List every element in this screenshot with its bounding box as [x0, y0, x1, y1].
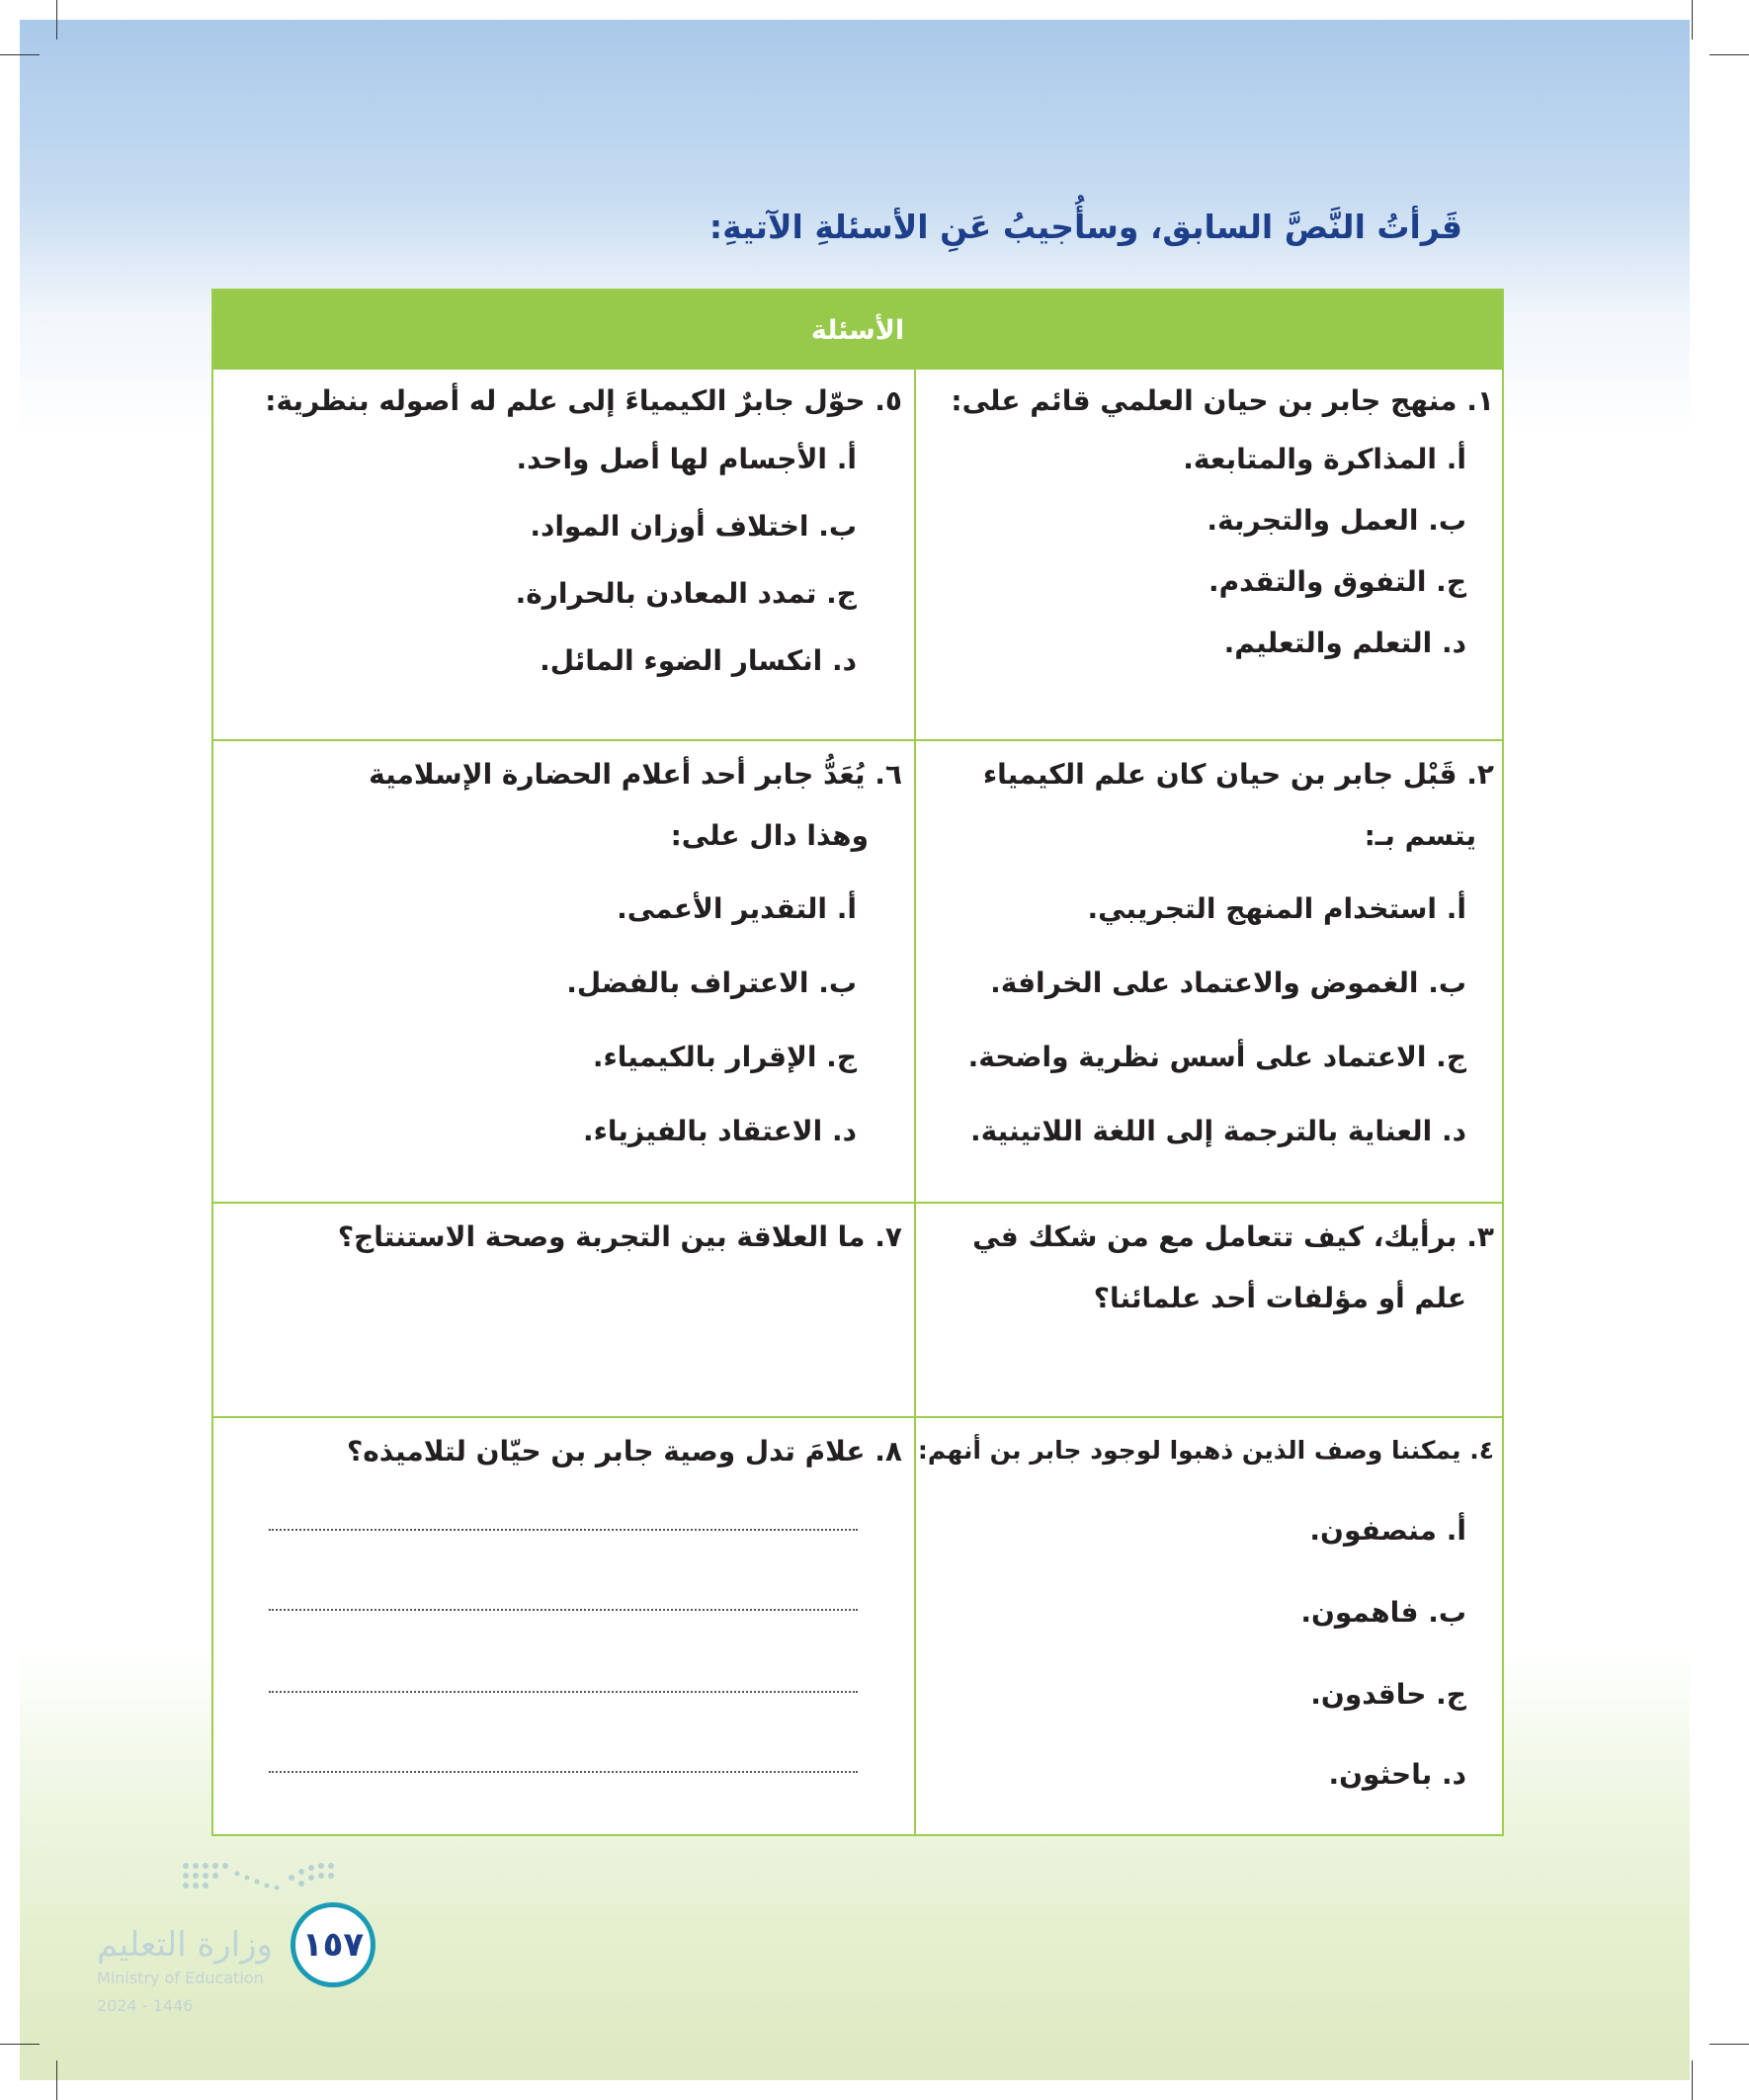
question-text: ٨. علامَ تدل وصية جابر بن حيّان لتلاميذه؟ [347, 1435, 902, 1468]
question-cell-7 [213, 1204, 914, 1416]
answer-option[interactable]: أ. الأجسام لها أصل واحد. [516, 443, 857, 475]
answer-line[interactable] [269, 1691, 858, 1693]
crop-mark [1692, 0, 1693, 40]
answer-option[interactable]: ج. حاقدون. [1310, 1678, 1466, 1711]
answer-option[interactable]: د. العناية بالترجمة إلى اللغة اللاتينية. [970, 1115, 1466, 1147]
answer-line[interactable] [269, 1771, 858, 1773]
crop-mark [56, 2060, 57, 2100]
ministry-year: 2024 - 1446 [97, 1996, 194, 2015]
answer-option[interactable]: ج. الإقرار بالكيمياء. [592, 1041, 857, 1073]
question-text: ١. منهج جابر بن حيان العلمي قائم على: [951, 384, 1494, 417]
answer-option[interactable]: ج. الاعتماد على أسس نظرية واضحة. [967, 1041, 1466, 1073]
answer-option[interactable]: ب. الغموض والاعتماد على الخرافة. [990, 966, 1466, 999]
question-cell-3 [916, 1204, 1504, 1416]
instruction-heading: قَرأتُ النَّصَّ السابق، وسأُجيبُ عَنِ الأسئلةِ الآتيةِ: [708, 208, 1462, 246]
question-text: ٣. برأيك، كيف تتعامل مع من شكك في [972, 1220, 1494, 1253]
crop-mark [0, 54, 40, 55]
crop-mark [1709, 54, 1749, 55]
answer-line[interactable] [269, 1609, 858, 1611]
answer-option[interactable]: ج. تمدد المعادن بالحرارة. [515, 577, 857, 610]
question-text: ٢. قَبْل جابر بن حيان كان علم الكيمياء [982, 758, 1494, 791]
answer-option[interactable]: ب. فاهمون. [1300, 1596, 1466, 1629]
questions-table [211, 289, 1504, 1836]
answer-option[interactable]: أ. استخدام المنهج التجريبي. [1087, 892, 1466, 925]
crop-mark [0, 2044, 40, 2045]
question-text-continued: يتسم بـ: [1364, 819, 1476, 852]
answer-option[interactable]: ب. الاعتراف بالفضل. [566, 966, 857, 999]
answer-line[interactable] [269, 1529, 858, 1531]
crop-mark [1692, 2060, 1693, 2100]
answer-option[interactable]: د. التعلم والتعليم. [1223, 627, 1466, 659]
question-cell-6 [213, 741, 914, 1202]
question-cell-2 [916, 741, 1504, 1202]
question-text: ٤. يمكننا وصف الذين ذهبوا لوجود جابر بن أنهم: [917, 1436, 1494, 1465]
answer-option[interactable]: د. انكسار الضوء المائل. [540, 644, 857, 677]
question-text: ٧. ما العلاقة بين التجربة وصحة الاستنتاج؟ [337, 1220, 902, 1253]
table-header: الأسئلة [213, 291, 1502, 370]
question-cell-8 [213, 1418, 914, 1836]
ministry-logo-icon [178, 1858, 356, 1907]
answer-option[interactable]: أ. المذاكرة والمتابعة. [1183, 443, 1466, 475]
page-number: ١٥٧ [291, 1902, 375, 1987]
question-cell-1 [916, 372, 1504, 739]
question-cell-4 [916, 1418, 1504, 1836]
answer-option[interactable]: ج. التفوق والتقدم. [1208, 565, 1466, 598]
answer-option[interactable]: د. باحثون. [1328, 1758, 1466, 1791]
question-text-continued: علم أو مؤلفات أحد علمائنا؟ [1093, 1282, 1466, 1314]
answer-option[interactable]: أ. منصفون. [1309, 1514, 1466, 1547]
answer-option[interactable]: أ. التقدير الأعمى. [617, 892, 857, 925]
question-cell-5 [213, 372, 914, 739]
answer-option[interactable]: ب. العمل والتجربة. [1207, 504, 1466, 537]
ministry-name-arabic: وزارة التعليم [97, 1925, 273, 1965]
question-text: ٥. حوّل جابرٌ الكيمياءَ إلى علم له أصوله بنظرية: [265, 384, 902, 417]
crop-mark [56, 0, 57, 40]
question-text: ٦. يُعَدُّ جابر أحد أعلام الحضارة الإسلامية [369, 758, 902, 791]
crop-mark [1709, 2044, 1749, 2045]
ministry-name-english: Ministry of Education [97, 1969, 264, 1987]
answer-option[interactable]: د. الاعتقاد بالفيزياء. [582, 1115, 857, 1147]
answer-option[interactable]: ب. اختلاف أوزان المواد. [530, 510, 857, 543]
question-text-continued: وهذا دال على: [670, 819, 869, 852]
